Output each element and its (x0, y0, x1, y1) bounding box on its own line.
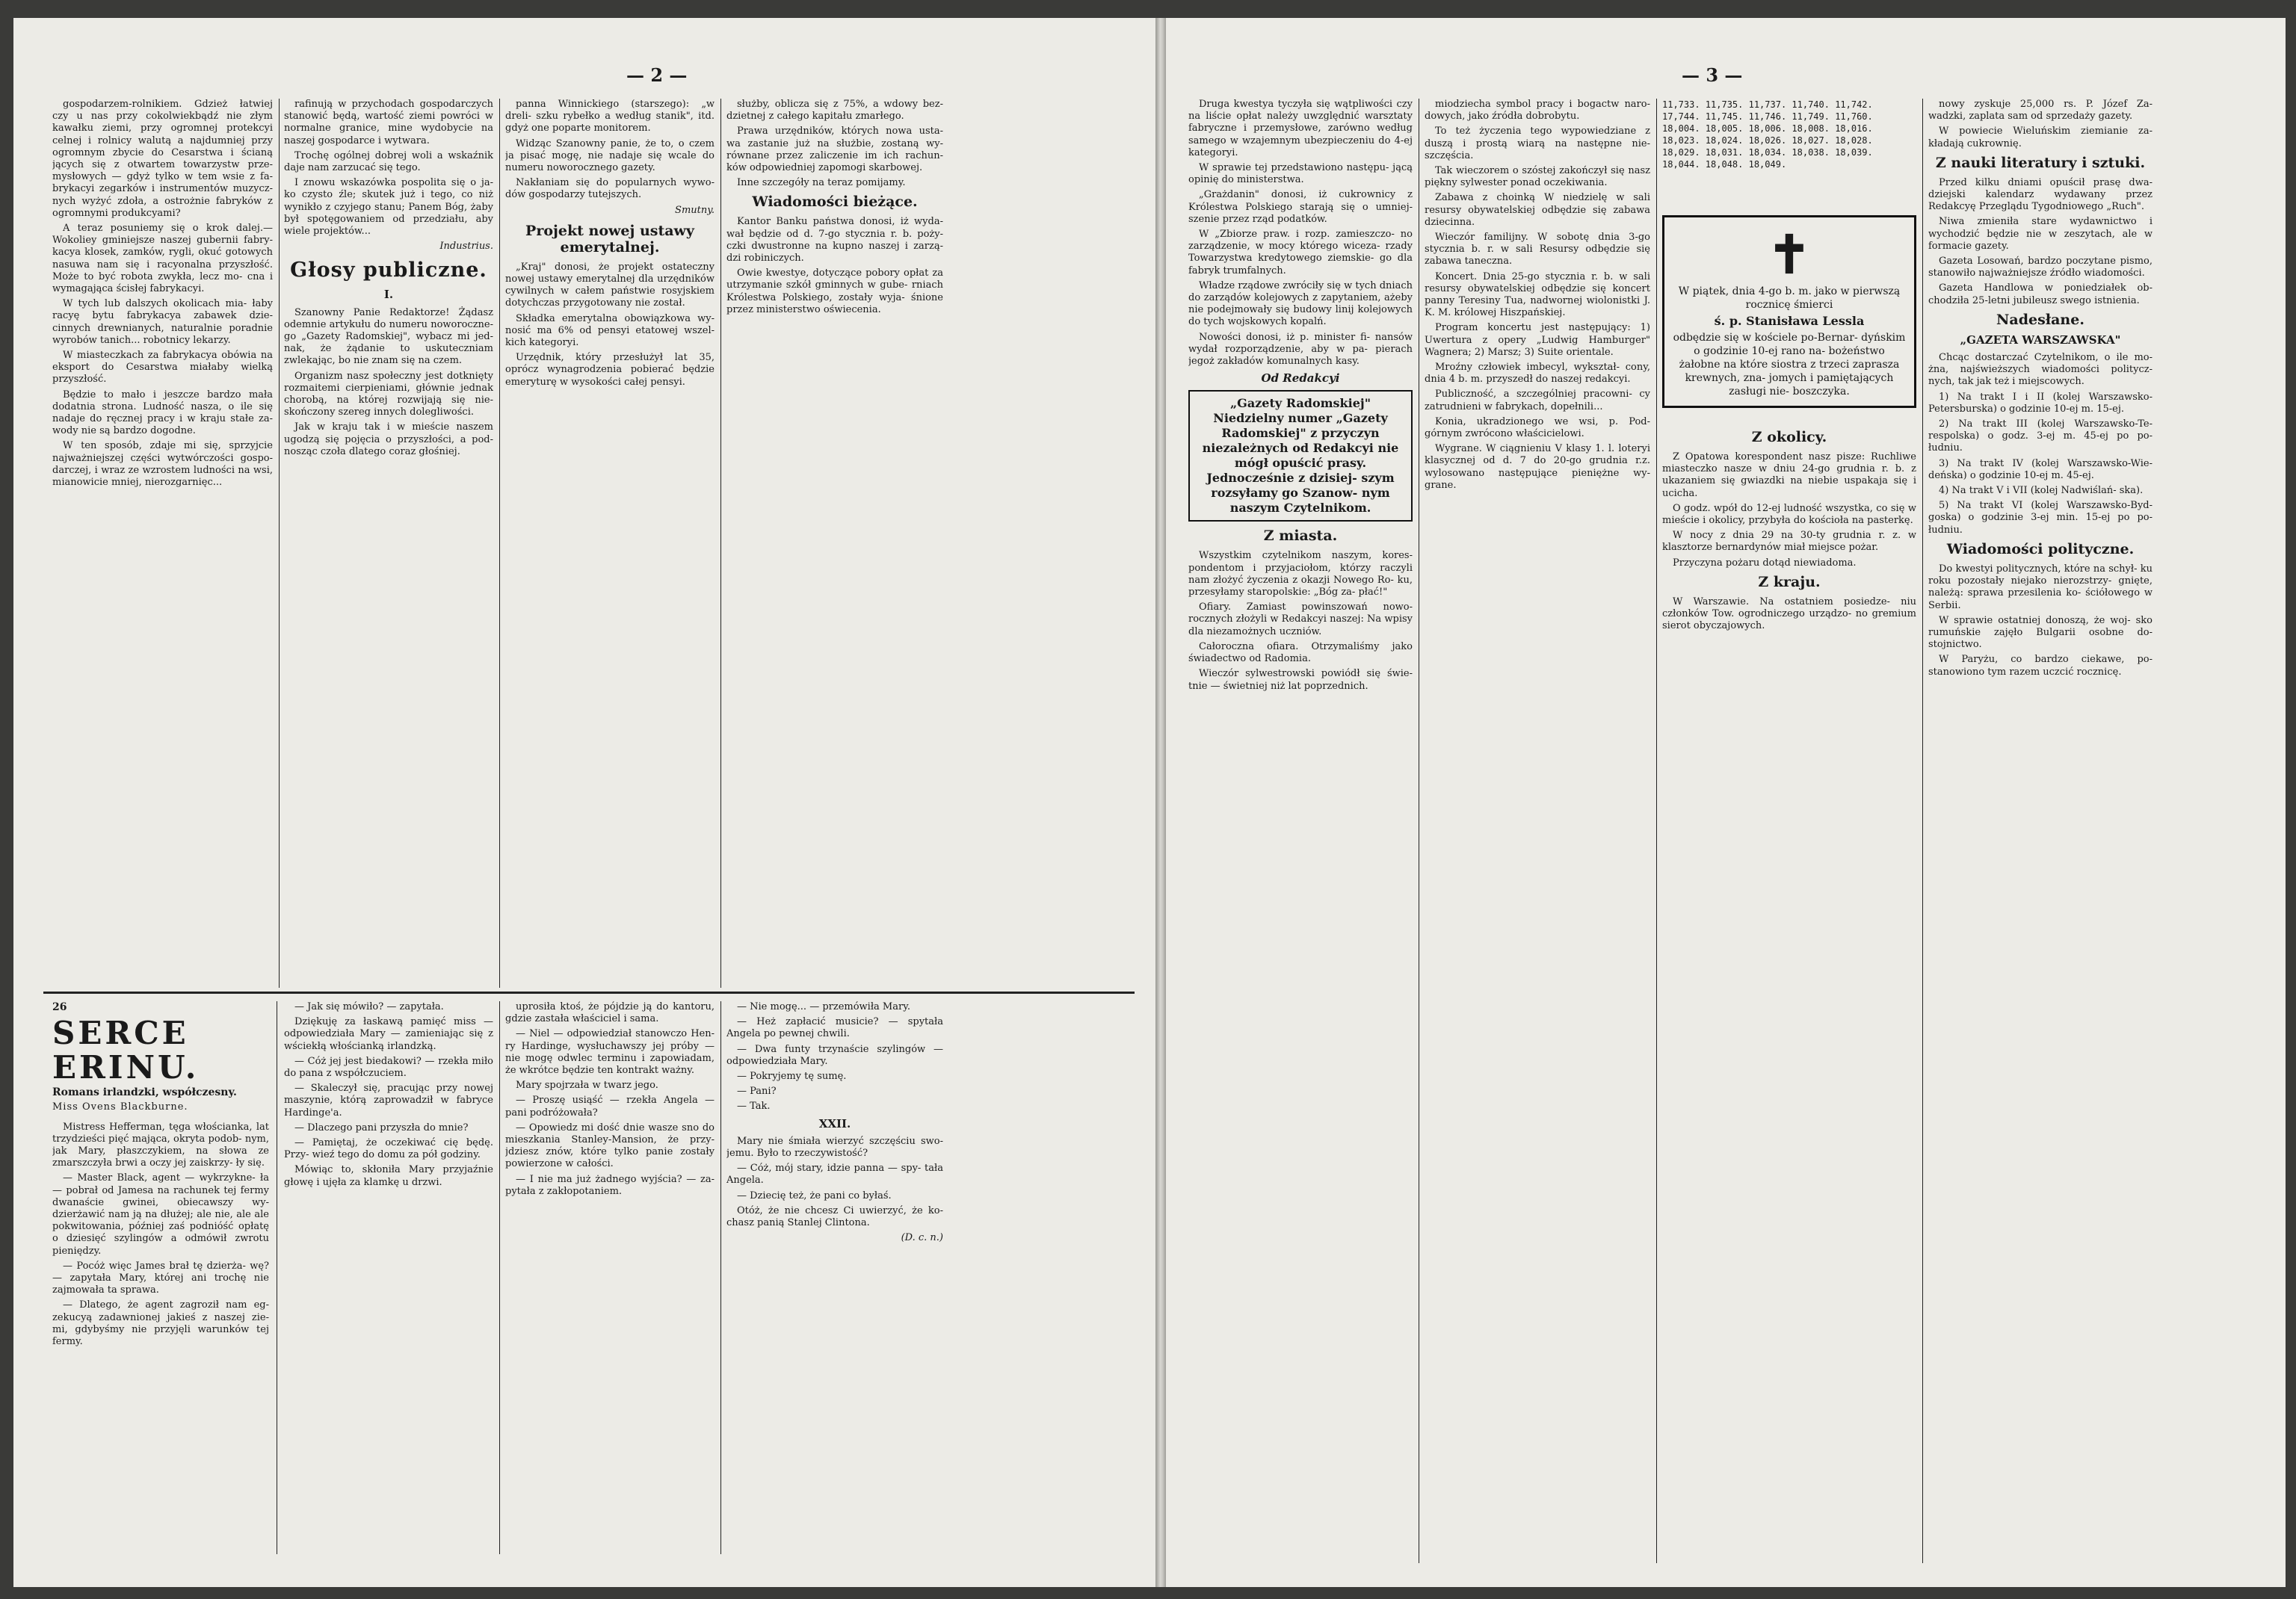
paragraph: — Jak się mówiło? — zapytała. (294, 1001, 444, 1012)
paragraph: „Grażdanin" donosi, iż cukrownicy z Królestwa Polskiego starają się o umniej- szenie przez rząd podatków. (1188, 189, 1413, 225)
paragraph: Składka emerytalna obowiązkowa wy- nosić ma 6% od pensyi etatowej wszel- kich kategoryi. (505, 312, 715, 349)
paragraph: Tak wieczorem o szóstej zakończył się nasz piękny sylwester ponad oczekiwania. (1425, 165, 1650, 189)
paragraph: Chcąc dostarczać Czytelnikom, o ile mo- żna, najświeższych wiadomości politycz- nych, tak jak też i miejscowych. (1928, 352, 2152, 388)
section-heading: Z nauki literatury i sztuki. (1935, 154, 2146, 171)
obituary-notice (1662, 215, 1916, 408)
left-page (13, 18, 1157, 1587)
paragraph: Widząc Szanowny panie, że to, o czem ja pisać mogę, nie nadaje się wcale do numeru noworocznego gazety. (505, 137, 715, 174)
paragraph: 3) Na trakt IV (kolej Warszawsko-Wie- deńska) o godzinie 10-ej m. 45-ej. (1928, 457, 2152, 481)
article-column (505, 99, 715, 995)
paragraph: „Kraj" donosi, że projekt ostateczny nowej ustawy emerytalnej dla urzędników cywilnych w całem państwie rosyjskiem dotychczas przygotowany nie został. (505, 261, 715, 309)
paragraph: W „Zbiorze praw. i rozp. zamieszczo- no zarządzenie, w mocy którego wiceza- rzady Towarzystwa kredytowego ziemskie- go dla fabryk trumfalnych. (1188, 229, 1413, 276)
paragraph: Inne szczegóły na teraz pomijamy. (737, 177, 906, 189)
paragraph: W ten sposób, zdaje mi się, sprzyjcie najważniejszej części wytwórczości gospo- darczej, i wraz ze wzrostem ludności na wsi, mianowicie mniej, nierozgarnięc... (52, 440, 273, 489)
lottery-numbers: 11,733. 11,735. 11,737. 11,740. 11,742. 17,744. 11,745. 11,746. 11,749. 11,760. 18,004. 18,005. 18,006. 18,008. 18,016. 18,023. 18,024. 18,026. 18,027. 18,028. 18,029. 18,031. 18,034. 18,038. 18,039. 18,044. 18,048. 18,049. (1662, 99, 1873, 170)
paragraph: W miasteczkach za fabrykacya obówia na eksport do Cesarstwa miałaby wielką przyszłość. (52, 350, 273, 386)
paragraph: W sprawie tej przedstawiono następu- jącą opinię do ministerstwa. (1188, 162, 1413, 186)
paragraph: — Niel — odpowiedział stanowczo Hen- ry Hardinge, wysłuchawszy jej próby — nie mogę odwlec terminu i zapowiadam, że wkrótce będzie ten kontrakt ważny. (505, 1028, 715, 1077)
paragraph: — Dwa funty trzynaście szylingów — odpowiedziała Mary. (726, 1043, 943, 1067)
section-subheading: I. (383, 288, 394, 302)
paragraph: W Paryżu, co bardzo ciekawe, po- stanowiono tym razem uczcić rocznicę. (1928, 654, 2152, 678)
paragraph: uprosiła ktoś, że pójdzie ją do kantoru, gdzie zastała właściciel i sama. (505, 1001, 715, 1025)
article-column (1425, 99, 1650, 1571)
paragraph: panna Winnickiego (starszego): „w dreli- szku rybełko a według stanik", itd. gdyż one poparte monitorem. (505, 99, 715, 134)
section-heading: Wiadomości bieżące. (752, 194, 918, 211)
paragraph: — Cóż, mój stary, idzie panna — spy- tała Angela. (726, 1163, 943, 1187)
paragraph: Dziękuję za łaskawą pamięć miss — odpowiedziała Mary — zamieniając się z wściekłą włościanką irlandzką. (284, 1016, 493, 1052)
paragraph: Wieczór sylwestrowski powiódł się świe- tnie — świetniej niż lat poprzednich. (1188, 668, 1413, 692)
paragraph: Do kwestyi politycznych, które na schył- ku roku pozostały niejako nierozstrzy- gnięte, należą: sprawa przesilenia ko- ściółowego w Serbii. (1928, 563, 2152, 611)
paragraph: W nocy z dnia 29 na 30-ty grudnia r. z. w klasztorze bernardynów miał miejsce pożar. (1662, 530, 1916, 554)
paragraph: Organizm nasz społeczny jest dotknięty rozmaitemi cierpieniami, głównie jednak chorobą, na której rozwijają się nie- skończony szereg innych dolegliwości. (284, 370, 493, 418)
article-column (1188, 99, 1413, 1571)
paragraph: — Opowiedz mi dość dnie wasze sno do mieszkania Stanley-Mansion, że przy- jdziesz znów, które tylko panie zostały powierzone w całości. (505, 1122, 715, 1170)
paragraph: Trochę ogólnej dobrej woli a wskaźnik daje nam zarzucać się tego. (284, 149, 493, 174)
paragraph: — Tak. (737, 1101, 771, 1113)
article-signature: Industrius. (439, 241, 493, 253)
paragraph: W sprawie ostatniej donoszą, że woj- sko rumuńskie zajęło Bulgarii osobne do- stojnictwo. (1928, 614, 2152, 651)
paragraph: Wieczór familijny. W sobotę dnia 3-go stycznia b. r. w sali Resursy odbędzie się zabawa taneczna. (1425, 232, 1650, 267)
paragraph: 2) Na trakt III (kolej Warszawsko-Te- respolska) o godz. 3-ej m. 45-ej po po- łudniu. (1928, 418, 2152, 454)
paragraph: Gazeta Handlowa w poniedziałek ob- chodziła 25-letni jubileusz swego istnienia. (1928, 282, 2152, 306)
paragraph: Ofiary. Zamiast powinszowań nowo- rocznych złożyli w Redakcyi naszej: Na wpisy dla niezamożnych uczniów. (1188, 601, 1413, 637)
paragraph: To też życzenia tego wypowiedziane z duszą i prostą wiarą na następne nie- szczęścia. (1425, 126, 1650, 161)
section-subheading: „GAZETA WARSZAWSKA" (1960, 333, 2121, 347)
paragraph: — Cóż jej jest biedakowi? — rzekła miło do pana z współczuciem. (284, 1055, 493, 1080)
serial-author: Miss Ovens Blackburne. (52, 1101, 188, 1113)
notice-name: ś. p. Stanisława Lessla (1714, 314, 1865, 328)
paragraph: Nakłaniam się do popularnych wywo- dów gospodarzy tutejszych. (505, 177, 715, 201)
paragraph: Koncert. Dnia 25-go stycznia r. b. w sali resursy obywatelskiej odbędzie się koncert panny Teresiny Tua, nadwornej wiolonistki J. K. M. królowej Hiszpańskiej. (1425, 270, 1650, 319)
paragraph: Druga kwestya tyczyła się wątpliwości czy na liście opłat należy uwzględnić warsztaty fabryczne i przemysłowe, zarówno według samego w wzajemnym ubezpieczeniu do 4-ej kategoryi. (1188, 99, 1413, 158)
paragraph: Otóż, że nie chcesz Ci uwierzyć, że ko- chasz panią Stanlej Clintona. (726, 1204, 943, 1229)
article-column (1928, 99, 2152, 1571)
article-column (1662, 99, 1916, 1571)
paragraph: — Master Black, agent — wykrzykne- ła — pobrał od Jamesa na rachunek tej fermy dwanaście gwinei, obiecawszy wy- dzierżawić nam ją na dłużej; ale nie, ale ale pokwitowania, później zaś podnióść opłatę o dziesięć szylingów a odmówił zwrotu pieniędzy. (52, 1172, 269, 1257)
paragraph: Niwa zmieniła stare wydawnictwo i wychodzić będzie nie w zeszytach, ale w formacie gazety. (1928, 216, 2152, 252)
serial-column (284, 1001, 493, 1569)
paragraph: Publiczność, a szczególniej pracowni- cy zatrudnieni w fabrykach, dopełnili... (1425, 389, 1650, 412)
page-number: — 3 — (1682, 64, 1743, 86)
paragraph: W Warszawie. Na ostatniem posiedze- niu członków Tow. ogrodniczego urządzo- no gremium sierot obyczajowych. (1662, 596, 1916, 632)
serial-column (505, 1001, 715, 1569)
article-column (284, 99, 493, 995)
article-signature: Smutny. (675, 204, 715, 216)
paragraph: Konia, ukradzionego we wsi, p. Pod- górnym zwrócono właścicielowi. (1425, 415, 1650, 440)
paragraph: 5) Na trakt VI (kolej Warszawsko-Byd- goska) o godzinie 3-ej min. 15-ej po po- łudniu. (1928, 500, 2152, 536)
section-heading: Z okolicy. (1751, 429, 1827, 445)
column-divider (1922, 99, 1923, 1563)
paragraph: Gazeta Losowań, bardzo poczytane pismo, stanowiło najważniejsze źródło wiadomości. (1928, 256, 2152, 279)
paragraph: 1) Na trakt I i II (kolej Warszawsko- Petersburska) o godzinie 10-ej m. 15-ej. (1928, 391, 2152, 415)
paragraph: Z Opatowa korespondent nasz pisze: Ruchliwe miasteczko nasze w dniu 24-go grudnia r. b. z ukazaniem się gwiazdki na niebie uspakaja się i ucicha. (1662, 451, 1916, 499)
section-heading: Z miasta. (1263, 528, 1338, 545)
paragraph: Szanowny Panie Redaktorze! Żądasz odemnie artykułu do numeru noworoczne- go „Gazety Radomskiej", wybacz mi jed- nak, że żądanie to uskuteczniam zwlekając, bo nie znam się na czem. (284, 306, 493, 367)
paragraph: Władze rządowe zwróciły się w tych dniach do zarządów kolejowych z zapytaniem, ażeby nie podejmowały się budowy linij kolejowych do tych wojskowych kopalń. (1188, 279, 1413, 328)
section-heading: Wiadomości polityczne. (1946, 540, 2135, 557)
paragraph: nowy zyskuje 25,000 rs. P. Józef Za- wadzki, zaplata sam od sprzedaży gazety. (1928, 99, 2152, 123)
chapter-number: XXII. (818, 1116, 851, 1131)
section-heading: Od Redakcyi (1261, 371, 1340, 386)
paragraph: Zabawa z choinką W niedzielę w sali resursy obywatelskiej odbędzie się zabawa dziecinna. (1425, 192, 1650, 228)
serial-number: 26 (52, 1001, 67, 1013)
paragraph: Prawa urzędników, których nowa usta- wa zastanie już na służbie, zostaną wy- równane przez zaliczenie im ich rachun- ków odpowiedniej zapomogi skarbowej. (726, 126, 943, 174)
paragraph: — Dlaczego pani przyszła do mnie? (294, 1122, 469, 1133)
section-heading: Nadesłane. (1996, 311, 2084, 328)
page-number: — 2 — (626, 64, 688, 86)
article-column (52, 99, 273, 995)
paragraph: Mistress Hefferman, tęga włościanka, lat trzydzieści pięć mająca, okryta podob- nym, jak Mary, płaszczykiem, na słowa ze zmarszczyła brwi a oczy jej zaiskrzy- ły się. (52, 1121, 269, 1169)
paragraph: — Skaleczył się, pracując przy nowej maszynie, którą zaprowadził w fabryce Hardinge'a. (284, 1083, 493, 1119)
paragraph: Całoroczna ofiara. Otrzymaliśmy jako świadectwo od Radomia. (1188, 640, 1413, 665)
paragraph: I znowu wskazówka pospolita się o ja- ko czysto źle; skutek już i tego, co niż wynikło z czyjego stanu; Panem Bóg, żaby był spotęgowaniem od przedziału, aby wiele projektów... (284, 177, 493, 238)
serial-title: SERCE ERINU. (52, 1015, 200, 1086)
editorial-notice: „Gazety Radomskiej" Niedzielny numer „Gazety Radomskiej" z przyczyn niezależnych od Redakcyi nie mógł opuścić prasy. Jednocześnie z dzisiej- szym rozsyłamy go Szanow- nym naszym Czytelnikom. (1188, 390, 1413, 522)
paragraph: Urzędnik, który przesłużył lat 35, oprócz wynagrodzenia pobierać będzie emeryturę w wysokości całej pensyi. (505, 352, 715, 388)
right-page (1166, 18, 2286, 1587)
column-divider (279, 99, 280, 988)
section-heading: Z kraju. (1758, 573, 1821, 590)
paragraph: Mary spojrzała w twarz jego. (516, 1080, 658, 1092)
paragraph: — Proszę usiąść — rzekła Angela — pani podróżowała? (505, 1095, 715, 1119)
paragraph: gospodarzem-rolnikiem. Gdzież łatwiej czy u nas przy cokolwiekbądź nie złym kawałku ziemi, przy ogromnej protekcyi celnej i rolnicy walutą a najdumniej przy ogromnym zbycie do Cesarstwa i ścianą jących się z otwartem towarzystw prze- mysłowych — gdyż tylko w tem wsie z fa- brykacyi zegarków i instrumentów muzycz- nych wyżyć zdoła, a ostrożnie fabryków z ogromnymi produkcyami? (52, 99, 273, 219)
serial-subtitle: Romans irlandzki, współczesny. (52, 1086, 237, 1099)
paragraph: Nowości donosi, iż p. minister fi- nansów wydał rozporządzenie, aby w pa- pierach jegoż zakładów komunalnych kasy. (1188, 331, 1413, 368)
paragraph: Przed kilku dniami opuścił prasę dwa- dziejski kalendarz wydawany przez Redakcyę Przeglądu Tygodniowego „Ruch". (1928, 176, 2152, 213)
column-divider (720, 99, 721, 988)
paragraph: — I nie ma już żadnego wyjścia? — za- pytała z zakłopotaniem. (505, 1173, 715, 1197)
paragraph: — Nie mogę... — przemówiła Mary. (737, 1001, 910, 1012)
notice-when: W piątek, dnia 4-go b. m. jako w pierwszą rocznicę śmierci (1678, 285, 1901, 311)
section-heading: Głosy publiczne. (290, 259, 487, 282)
paragraph: — Pamiętaj, że oczekiwać cię będę. Przy- wieź tego do domu za pół godziny. (284, 1137, 493, 1161)
column-divider (1656, 99, 1657, 1563)
paragraph: Program koncertu jest następujący: 1) Uwertura z opery „Ludwig Hamburger" Wagnera; 2) Marsz; 3) Suite orientale. (1425, 322, 1650, 358)
continuation-mark: (D. c. n.) (901, 1232, 943, 1244)
section-heading: Projekt nowej ustawy emerytalnej. (525, 222, 694, 256)
paragraph: W tych lub dalszych okolicach mia- łaby racyę bytu fabrykacya zabawek dzie- cinnych drewnianych, naturalnie poradnie wyrobów tanich... robotnicy lekarzy. (52, 298, 273, 346)
paragraph: Mary nie śmiała wierzyć szczęściu swo- jemu. Było to rzeczywistość? (726, 1135, 943, 1160)
paragraph: — Heż zapłacić musicie? — spytała Angela po pewnej chwili. (726, 1016, 943, 1040)
paragraph: Wszystkim czytelnikom naszym, kores- pondentom i przyjaciołom, którzy raczyli nam złożyć życzenia z okazji Nowego Ro- ku, przesyłamy staropolskie: „Bóg za- płać!" (1188, 550, 1413, 599)
paragraph: — Pokryjemy tę sumę. (737, 1071, 847, 1083)
paragraph: rafinują w przychodach gospodarczych stanowić będą, wartość ziemi powróci w normalne granice, mine wydobycie na naszej gospodarce i wytwara. (284, 99, 493, 146)
column-divider (720, 1001, 721, 1554)
paragraph: O godz. wpół do 12-ej ludność wszystka, co się w mieście i okolicy, przybyła do kościoła na pasterkę. (1662, 502, 1916, 527)
paragraph: — Pani? (737, 1086, 777, 1098)
feuilleton-divider (43, 992, 1135, 994)
paragraph: służby, oblicza się z 75%, a wdowy bez- dzietnej z całego kapitału zmarłego. (726, 99, 943, 123)
paragraph: Mówiąc to, skłoniła Mary przyjaźnie głowę i ujęła za klamkę u drzwi. (284, 1164, 493, 1188)
notice-text: odbędzie się w kościele po-Bernar- dyńskim o godzinie 10-ej rano na- bożeństwo żałobne na które siostra z trzeci zaprasza krewnych, zna- jomych i pamiętających zasługi nie- boszczyka. (1673, 332, 1906, 398)
paragraph: Mroźny człowiek imbecyl, wykształ- cony, dnia 4 b. m. przyszedł do naszej redakcyi. (1425, 362, 1650, 386)
paragraph: Owie kwestye, dotyczące pobory opłat za utrzymanie szkół gminnych w gube- rniach Królestwa Polskiego, zostały wyja- śnione przez ministerstwo oświecenia. (726, 267, 943, 315)
paragraph: A teraz posuniemy się o krok dalej.— Wokoliey gminiejsze naszej gubernii fabry- kacya klosek, zamków, rygli, okuć gotowych nasuwa nam się i racyonalna przyszłość. Może to być robota zwykła, lecz mo- cna i wymagająca ścisłej fabrykacyi. (52, 223, 273, 295)
paragraph: Wygrane. W ciągnieniu V klasy 1. l. loteryi klasycznej od d. 7 do 20-go grudnia r.z. wylosowano następujące pieniężne wy- grane. (1425, 443, 1650, 491)
column-divider (499, 1001, 500, 1554)
column-divider (499, 99, 500, 988)
paragraph: Będzie to mało i jeszcze bardzo mała dodatnia strona. Ludność nasza, o ile się nadaje do ręcznej pracy i w kraju stałe za- wody nie są bardzo dogodne. (52, 389, 273, 437)
serial-column (726, 1001, 943, 1569)
serial-column (52, 1001, 269, 1569)
paragraph: W powiecie Wieluńskim ziemianie za- kładają cukrownię. (1928, 126, 2152, 149)
paragraph: Kantor Banku państwa donosi, iż wyda- wał będzie od d. 7-go stycznia r. b. poży- czki dwustronne na kupno naszej i zarzą- dzi robiniczych. (726, 216, 943, 265)
paragraph: — Dziecię też, że pani co byłaś. (737, 1190, 892, 1201)
paragraph: — Pocóż więc James brał tę dzierża- wę? — zapytała Mary, której ani trochę nie zajmowała ta sprawa. (52, 1260, 269, 1296)
cross-icon: ✝ (1767, 223, 1812, 285)
paragraph: 4) Na trakt V i VII (kolej Nadwiślań- ska). (1939, 485, 2144, 497)
paragraph: — Dlatego, że agent zagroził nam eg- zekucyą zadawnionej jakieś z naszej zie- mi, gdybyśmy nie przyjęli warunków tej fermy. (52, 1299, 269, 1348)
paragraph: Jak w kraju tak i w mieście naszem ugodzą się pojęcia o przyszłości, a pod- nosząc czoła dlatego coraz głośniej. (284, 421, 493, 457)
article-column (726, 99, 943, 995)
paragraph: miodziecha symbol pracy i bogactw naro- dowych, jako źródła dobrobytu. (1425, 99, 1650, 123)
paragraph: Przyczyna pożaru dotąd niewiadoma. (1673, 557, 1857, 569)
